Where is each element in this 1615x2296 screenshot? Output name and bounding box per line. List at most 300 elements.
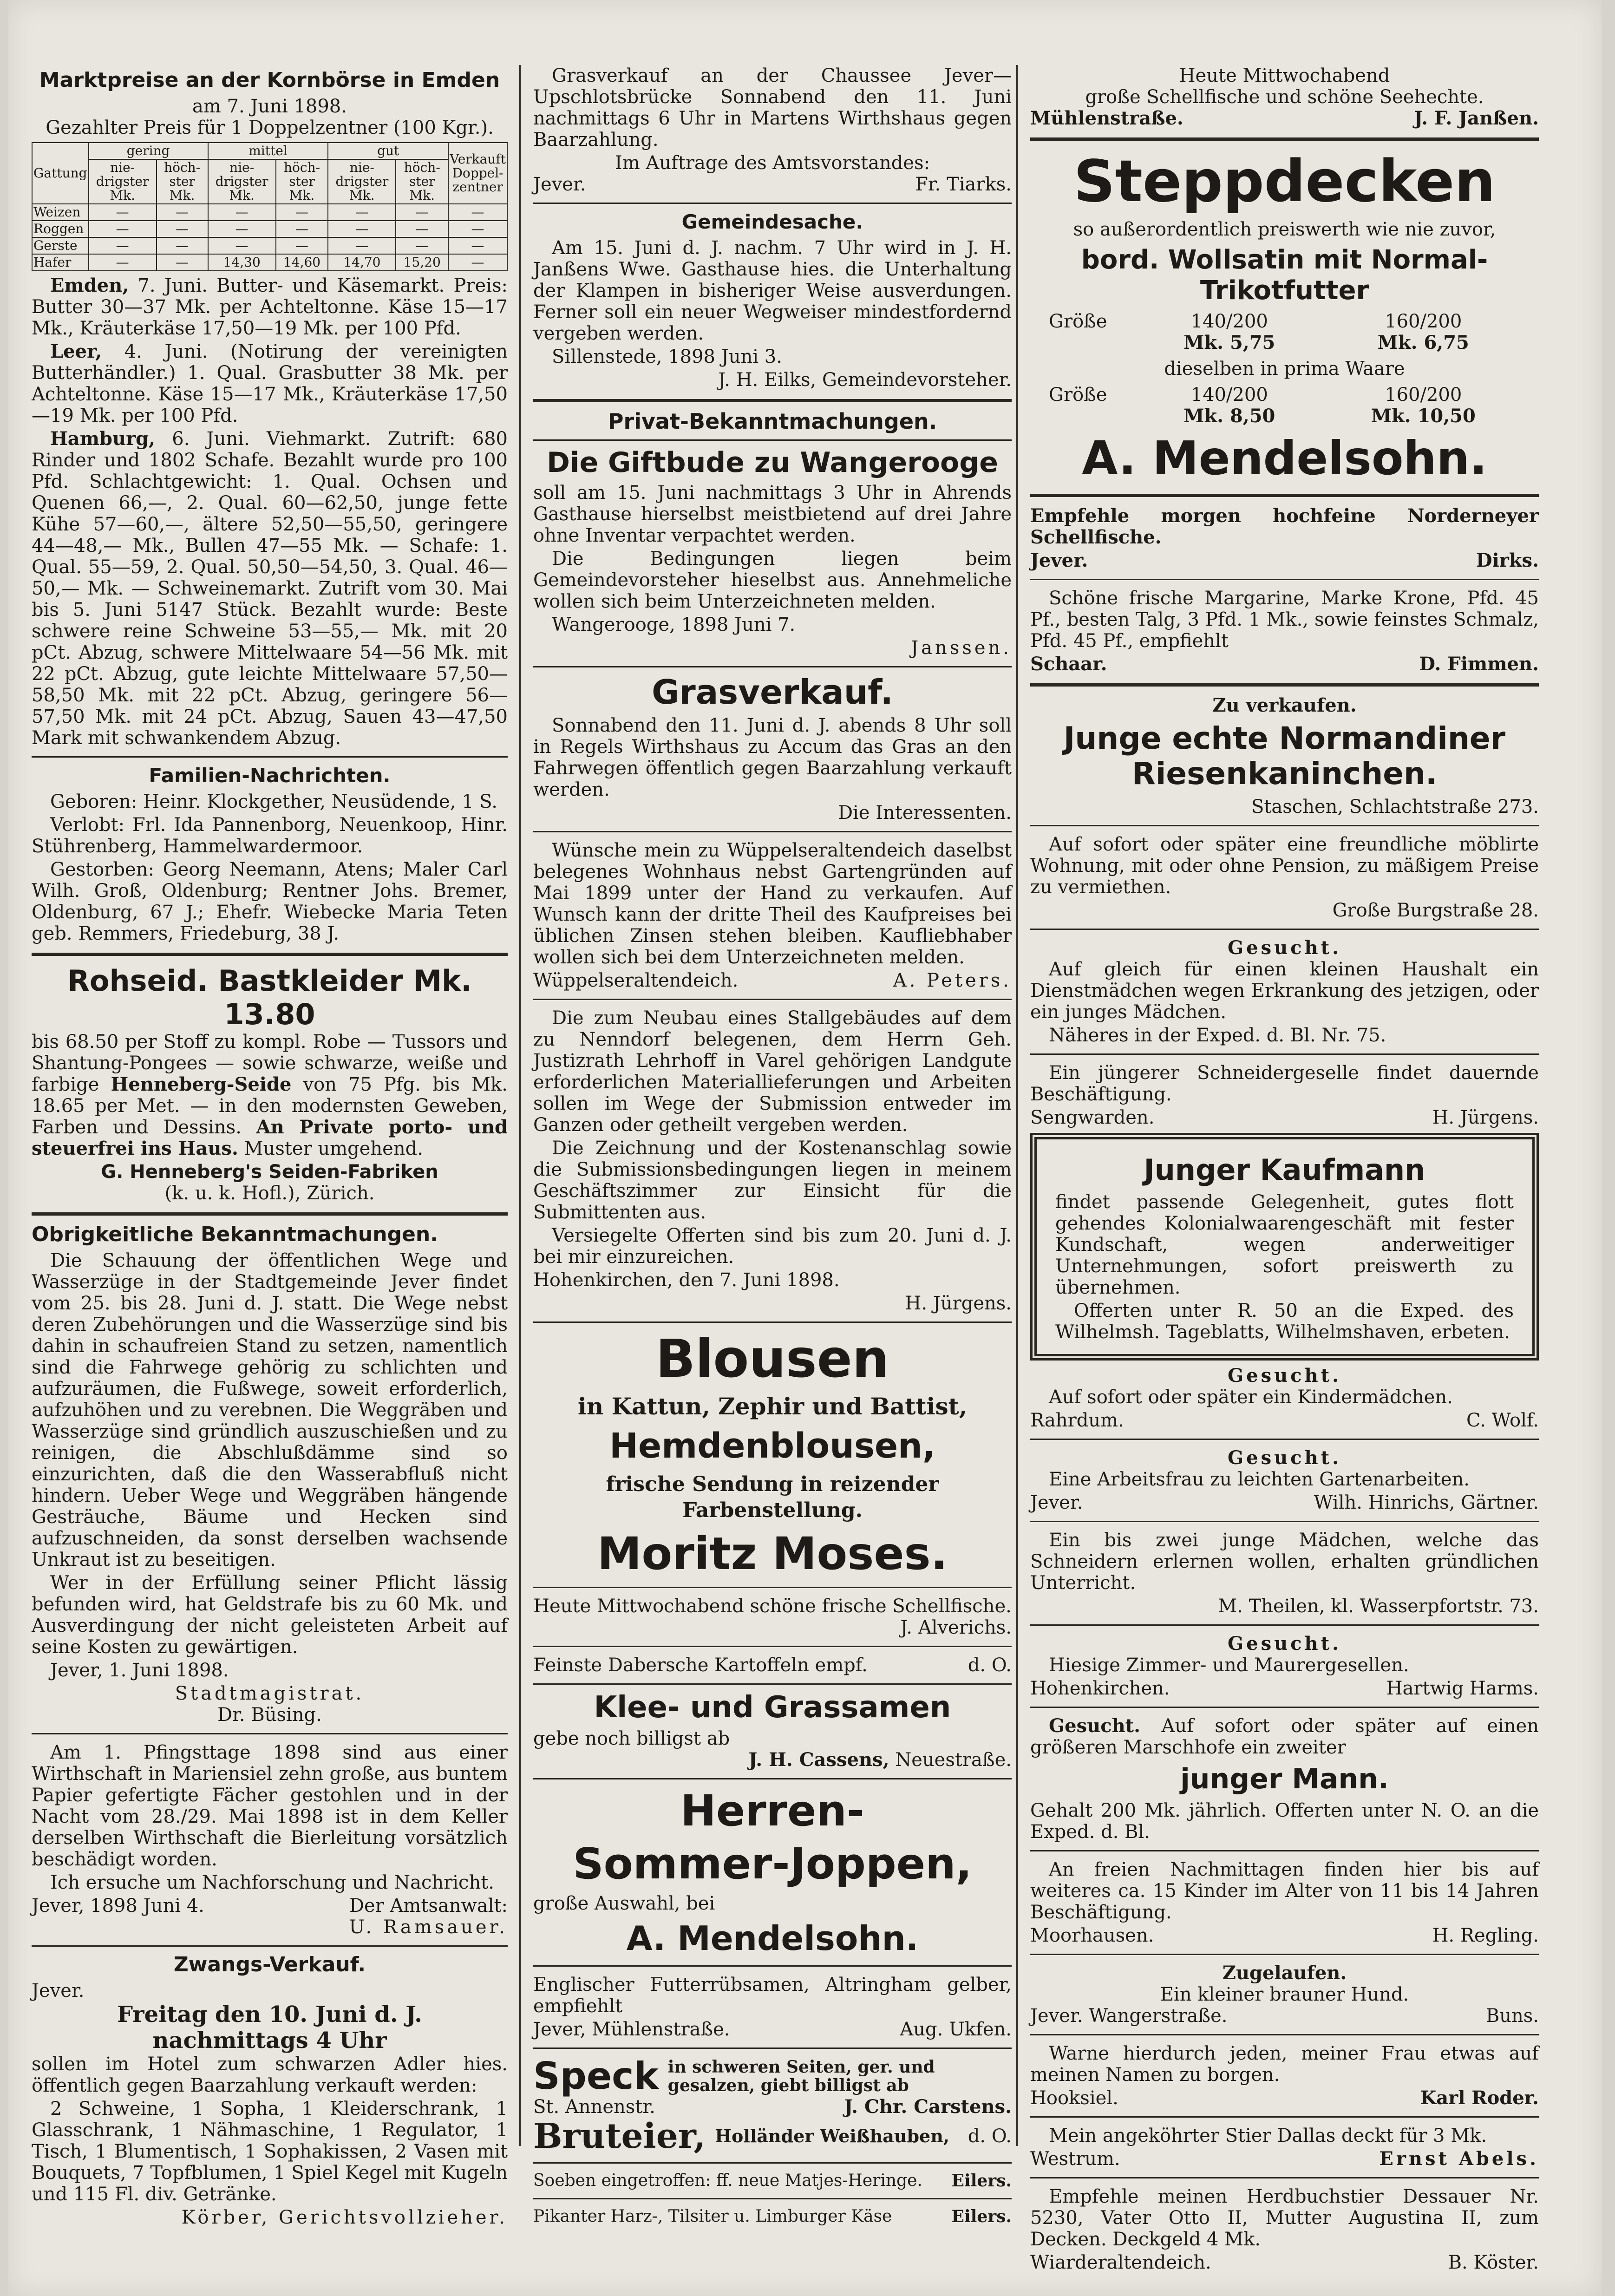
roder-place: Hooksiel. [1030, 2087, 1118, 2109]
divider [1030, 1053, 1539, 1055]
report-place: Hamburg, [50, 428, 156, 450]
divider [533, 2047, 1012, 2049]
price-table-subheader: nie- drigster Mk. [328, 159, 396, 204]
official-para: Die Schauung der öffentlichen Wege und Wasserzüge in der Stadtgemeinde Jever findet vom 25. bis 28. Juni d. J. statt. Die Wege nebst deren Zubehörungen und die Wasserzüge sind bis dahin in schaufreien Stand zu setzen, namentlich sind die Fahrwege gehörig zu schlichten und aufzuräumen, die Fußwege, soweit erforderlich, aufzuhöhen und zu verebnen. Die Weggräben und Wasserzüge sind gründlich auszuschießen und zu reinigen, die Abschlußdämme sind so einzurichten, daß die den Wasserabfluß nicht hindern. Ueber Wege und Weggräben hängende Gesträuche, Bäume und Hecken sind aufzuschneiden, da sonst derselben wachsende Unkraut ist zu beseitigen. [32, 1250, 508, 1570]
price-table [32, 142, 508, 271]
grass2-sign: Die Interessenten. [837, 802, 1012, 824]
blousen-title: Blousen [655, 1328, 889, 1389]
official-sign: Dr. Büsing. [217, 1704, 322, 1726]
divider [1030, 137, 1539, 141]
eilers-herring-ad [533, 2171, 1012, 2191]
divider [1030, 2034, 1539, 2035]
divider [533, 2198, 1012, 2199]
masons-ad [1030, 1633, 1539, 1699]
divider [533, 666, 1012, 667]
theft-date: Jever, 1898 Juni 4. [32, 1895, 204, 1917]
column-divider [519, 65, 521, 2146]
auction-para: sollen im Hotel zum schwarzen Adler hies. öffentlich gegen Baarzahlung verkauft werden: [32, 2054, 508, 2096]
grass1-note: Im Auftrage des Amtsvorstandes: [615, 152, 930, 174]
market-report [32, 275, 508, 339]
kids-work-ad [1030, 1859, 1539, 1946]
kids-footer [1030, 1925, 1539, 1946]
auction-notice [32, 1954, 508, 2228]
silk-muster: Muster umgehend. [244, 1138, 423, 1159]
theft-office: Der Amtsanwalt: [349, 1895, 508, 1917]
divider [533, 999, 1012, 1000]
auction-items: 2 Schweine, 1 Sopha, 1 Kleiderschrank, 1 Glasschrank, 1 Nähmaschine, 1 Regulator, 1 Tisch, 1 Blumentisch, 1 Sophakissen, 2 Vasen mit Bouquets, 7 Topfblumen, 1 Spiel Kegel mit Kugeln und 115 Fl. div. Getränke. [32, 2098, 508, 2205]
house-sale-notice [533, 840, 1012, 991]
divider [533, 2162, 1012, 2164]
silk-ad [32, 964, 508, 1204]
table-cell: — [396, 221, 448, 237]
stier-sign: Ernst Abels. [1379, 2148, 1539, 2170]
divider [1030, 1521, 1539, 1522]
stepp-sub: bord. Wollsatin mit Normal-Trikotfutter [1081, 245, 1488, 306]
nanny-place: Rahrdum. [1030, 1410, 1124, 1431]
theft-para: Am 1. Pfingsttage 1898 sind aus einer Wirthschaft in Mariensiel zehn große, aus buntem Papier gefertigte Fächer gestohlen und in der Nacht vom 28./29. Mai 1898 ist in dem Keller derselben Wirthschaft die Bierleitung vorsätzlich beschädigt worden. [32, 1742, 508, 1870]
kartoffeln-text: Feinste Dabersche Kartoffeln empf. [533, 1654, 868, 1676]
blousen-line2: Hemdenblousen, [609, 1426, 935, 1466]
stepp-price: Mk. 8,50 [1183, 405, 1275, 427]
eilers1-text: Soeben eingetroffen: ff. neue Matjes-Heringe. [533, 2171, 922, 2190]
eilers1-sign: Eilers. [951, 2171, 1012, 2191]
tailor-sign: H. Jürgens. [1432, 1107, 1539, 1128]
stepp-size: 160/200 [1385, 311, 1462, 332]
stall-para: Die zum Neubau eines Stallgebäudes auf dem zu Nenndorf belegenen, dem Herrn Geh. Justizrath Lehrhoff in Varel gehörigen Landgute erforderlichen Materiallieferungen und Arbeiten sollen im Wege der Submission entweder im Ganzen oder getheilt vergeben werden. [533, 1007, 1012, 1136]
kaufmann-offers: Offerten unter R. 50 an die Exped. des Wilhelmsh. Tageblatts, Wilhelmshaven, erbeten. [1055, 1300, 1514, 1343]
roder-para: Warne hierdurch jeden, meiner Frau etwas auf meinen Namen zu borgen. [1030, 2043, 1539, 2086]
column-divider [1016, 65, 1018, 2146]
stall-sign: H. Jürgens. [905, 1292, 1012, 1314]
eilers-cheese-ad [533, 2207, 1012, 2226]
divider [533, 439, 1012, 441]
kids-place: Moorhausen. [1030, 1925, 1154, 1946]
family-news [32, 765, 508, 944]
theft-notice [32, 1742, 508, 1938]
column-right [1030, 65, 1539, 2273]
masons-footer [1030, 1678, 1539, 1699]
divider [533, 1646, 1012, 1647]
blousen-firm: Moritz Moses. [597, 1527, 948, 1580]
divider [533, 203, 1012, 204]
table-cell: Hafer [32, 254, 89, 271]
garden-ad [1030, 1447, 1539, 1513]
kids-sign: H. Regling. [1432, 1925, 1539, 1946]
market-report [32, 428, 508, 749]
gemeinde-notice [533, 211, 1012, 391]
divider [533, 831, 1012, 832]
klee-street: Neuestraße. [895, 1749, 1012, 1771]
table-row [32, 221, 507, 237]
stepp-size-label: Größe [1049, 384, 1107, 406]
grass1-footer [533, 174, 1012, 195]
klee-title: Klee- und Grassamen [594, 1690, 951, 1725]
price-table-group-header: gering [89, 143, 208, 159]
youngman-lead: Gesucht. [1049, 1715, 1141, 1737]
divider [533, 1321, 1012, 1323]
official-notice [32, 1224, 508, 1726]
price-table-subheader: höch- ster Mk. [396, 159, 448, 204]
dirks-ad [1030, 505, 1539, 571]
peters-para: Wünsche mein zu Wüppelseraltendeich daselbst belegenes Wohnhaus nebst Gartengründen auf Mai 1899 unter der Hand zu verkaufen. Auf Wunsch kann der dritte Theil des Kaufpreises bei üblichen Zinsen stehen bleiben. Kaufliebhaber wollen sich bei dem Unterzeichneten melden. [533, 839, 1012, 968]
joppen-firm: A. Mendelsohn. [626, 1918, 919, 1958]
grass2-para: Sonnabend den 11. Juni d. J. abends 8 Uhr soll in Regels Wirthshaus zu Accum das Gras an den Fahrwegen öffentlich gegen Baarzahlung verkauft werden. [533, 714, 1012, 800]
youngman-text: Auf sofort oder später auf einen größeren Marschhofe ein zweiter [1030, 1715, 1539, 1758]
gemeinde-date: Sillenstede, 1898 Juni 3. [552, 346, 782, 367]
stepp-size: 160/200 [1385, 384, 1462, 406]
auction-time: nachmittags 4 Uhr [152, 2028, 387, 2054]
peters-place: Wüppelseraltendeich. [533, 969, 739, 991]
stepp-price: Mk. 5,75 [1183, 332, 1275, 353]
kartoffeln-sign: d. O. [968, 1654, 1012, 1676]
dog-found-ad [1030, 1962, 1539, 2027]
tailoring-lessons-ad [1030, 1530, 1539, 1617]
dirks-place: Jever. [1030, 549, 1088, 571]
giftbude-notice [533, 448, 1012, 659]
column-middle [533, 65, 1012, 2226]
nanny-sign: C. Wolf. [1466, 1410, 1539, 1431]
janssen-street: Mühlenstraße. [1030, 107, 1183, 129]
silk-tagline: An Private porto- und steuerfrei ins Haus. [32, 1116, 508, 1159]
fimmen-text: Schöne frische Margarine, Marke Krone, Pfd. 45 Pf., besten Talg, 3 Pfd. 1 Mk., sowie feinstes Schmalz, Pfd. 45 Pf., empfiehlt [1030, 588, 1539, 652]
stepp-title: Steppdecken [1073, 148, 1496, 215]
gemeinde-sign: J. H. Eilks, Gemeindevorsteher. [718, 369, 1012, 391]
price-table-group-header: gut [328, 143, 448, 159]
auction-title: Zwangs-Verkauf. [173, 1953, 366, 1976]
roder-footer [1030, 2087, 1539, 2109]
stepp-price-grid [1049, 311, 1520, 353]
roder-warning [1030, 2043, 1539, 2109]
stepp-size: 140/200 [1190, 384, 1268, 406]
koster-ad [1030, 2186, 1539, 2273]
masons-para: Hiesige Zimmer- und Maurergesellen. [1049, 1655, 1409, 1676]
table-row [32, 254, 507, 271]
garden-sign: Wilh. Hinrichs, Gärtner. [1314, 1492, 1539, 1513]
giftbude-sign: Janssen. [911, 637, 1012, 659]
rabbits-label: Zu verkaufen. [1212, 694, 1357, 716]
table-cell: 14,60 [276, 254, 328, 271]
market-prices-notice [32, 70, 508, 749]
price-table-subheader: höch- ster Mk. [276, 159, 328, 204]
fimmen-ad [1030, 588, 1539, 675]
official-para: Wer in der Erfüllung seiner Pflicht lässig befunden wird, hat Geldstrafe bis zu 60 Mk. und Ausverdingung der nicht geleisteten Arbeit auf seine Kosten zu gewärtigen. [32, 1572, 508, 1658]
tailor-place: Sengwarden. [1030, 1107, 1155, 1128]
table-cell: 15,20 [396, 254, 448, 271]
table-cell: 14,30 [208, 254, 276, 271]
divider [1030, 494, 1539, 497]
stepp-price-grid [1049, 384, 1520, 427]
tailoring-para: Ein bis zwei junge Mädchen, welche das Schneidern erlernen wollen, erhalten gründlichen Unterricht. [1030, 1530, 1539, 1594]
stier-ad [1030, 2125, 1539, 2170]
table-cell: — [157, 254, 208, 271]
theft-sign: U. Ramsauer. [349, 1917, 508, 1938]
kaufmann-ad-frame [1030, 1133, 1539, 1361]
dog-sign: Buns. [1485, 2005, 1539, 2027]
divider [1030, 1439, 1539, 1440]
peters-sign: A. Peters. [893, 969, 1012, 991]
table-cell: Gerste [32, 237, 89, 254]
price-table-header-sale: Verkauft Doppel- zentner [448, 143, 507, 204]
table-cell: — [448, 221, 507, 237]
stepp-price: Mk. 10,50 [1371, 405, 1476, 427]
garden-para: Eine Arbeitsfrau zu leichten Gartenarbeiten. [1049, 1469, 1470, 1490]
klee-footer [533, 1749, 1012, 1771]
silk-text [32, 1031, 508, 1159]
price-table-header-gattung: Gattung [32, 143, 89, 204]
rabbits-sign: Staschen, Schlachtstraße 273. [1251, 796, 1539, 818]
divider [533, 1683, 1012, 1685]
report-text: 7. Juni. Butter- und Käsemarkt. Preis: Butter 30—37 Mk. per Achteltonne. Käse 15—17 Mk., Kräuterkäse 17,50—19 Mk. per 100 Pfd. [32, 275, 508, 339]
bruteier-text: Holländer Weißhauben, [715, 2125, 950, 2146]
janssen-line1: Heute Mittwochabend [1179, 65, 1390, 86]
market-report [32, 341, 508, 426]
grass1-place: Jever. [533, 174, 586, 195]
divider [32, 1945, 508, 1947]
nanny-ad [1030, 1365, 1539, 1431]
divider [1030, 1850, 1539, 1851]
garden-place: Jever. [1030, 1492, 1083, 1513]
official-office: Stadtmagistrat. [175, 1683, 365, 1704]
grass2-title: Grasverkauf. [652, 673, 893, 712]
speck-sign: J. Chr. Carstens. [844, 2095, 1012, 2118]
divider [1030, 579, 1539, 580]
auction-when: Freitag den 10. Juni d. J. [117, 2002, 422, 2028]
stepp-prima: dieselben in prima Waare [1164, 358, 1405, 379]
maid1-label: Gesucht. [1227, 937, 1342, 959]
gemeinde-para: Am 15. Juni d. J. nachm. 7 Uhr wird in J. H. Janßens Wwe. Gasthause hies. die Unterhaltung der Klampen in bisheriger Weise ausverdungen. Ferner soll ein neuer Wegweiser mindestfordernd vergeben werden. [533, 237, 1012, 344]
bruteier-row [533, 2118, 1012, 2155]
table-row [32, 204, 507, 221]
silk-text-a: bis 68.50 per Stoff zu kompl. Robe — Tussors und Shantung-Pongees — sowie schwarze, weiße und farbige [32, 1031, 508, 1095]
nanny-label: Gesucht. [1227, 1365, 1342, 1387]
koster-footer [1030, 2252, 1539, 2273]
rabbits-ad [1030, 695, 1539, 818]
silk-firm-sub: (k. u. k. Hofl.), Zürich. [164, 1183, 375, 1204]
kids-para: An freien Nachmittagen finden hier bis auf weiteres ca. 15 Kinder im Alter von 11 bis 14 Jahren Beschäftigung. [1030, 1859, 1539, 1923]
ukfen-footer [533, 2019, 1012, 2040]
ukfen-ad [533, 1974, 1012, 2040]
tailor-footer [1030, 1107, 1539, 1128]
table-cell: Weizen [32, 204, 89, 221]
speck-word: Speck [533, 2054, 659, 2098]
masons-place: Hohenkirchen. [1030, 1678, 1170, 1699]
table-cell: — [328, 237, 396, 254]
table-cell: — [157, 221, 208, 237]
garden-footer [1030, 1492, 1539, 1513]
family-entry: Geboren: Heinr. Klockgether, Neusüdende, 1 S. [50, 791, 497, 812]
market-subtitle: Gezahlter Preis für 1 Doppelzentner (100 Kgr.). [46, 117, 494, 138]
dirks-footer [1030, 550, 1539, 571]
tailor-ad [1030, 1062, 1539, 1128]
janssen-footer [1030, 108, 1539, 129]
ukfen-sign: Aug. Ukfen. [900, 2018, 1012, 2040]
joppen-title1: Herren- [680, 1786, 865, 1836]
youngman-title: junger Mann. [1180, 1763, 1389, 1795]
stall-date: Hohenkirchen, den 7. Juni 1898. [533, 1269, 840, 1291]
stall-para: Versiegelte Offerten sind bis zum 20. Juni d. J. bei mir einzureichen. [533, 1224, 1012, 1268]
private-notices-title: Privat-Bekanntmachungen. [608, 409, 937, 434]
janssen-sign: J. F. Janßen. [1414, 107, 1539, 129]
divider [533, 399, 1012, 402]
fimmen-footer [1030, 654, 1539, 675]
price-table-subheader: nie- drigster Mk. [89, 159, 157, 204]
dog-label: Zugelaufen. [1222, 1962, 1347, 1984]
janssen-line2: große Schellfische und schöne Seehechte. [1085, 86, 1484, 108]
speck-row [533, 2056, 1012, 2096]
divider [533, 1587, 1012, 1588]
kartoffeln-ad [533, 1655, 1012, 1676]
newspaper-page [8, 0, 1602, 2296]
speck-ad [533, 2056, 1012, 2155]
koster-sign: B. Köster. [1448, 2252, 1539, 2273]
official-date: Jever, 1. Juni 1898. [50, 1660, 229, 1681]
silk-brand: Henneberg-Seide [111, 1073, 292, 1095]
report-text: 4. Juni. (Notirung der vereinigten Butterhändler.) 1. Qual. Grasbutter 38 Mk. per Achteltonne. Käse 15—17 Mk., Kräuterkäse 17,50—19 Mk. per 100 Pfd. [32, 341, 508, 426]
grass1-para: Grasverkauf an der Chaussee Jever—Upschlotsbrücke Sonnabend den 11. Juni nachmittags 6 Uhr in Martens Wirthshaus gegen Baarzahlung. [533, 65, 1012, 150]
gemeinde-title: Gemeindesache. [681, 210, 863, 233]
roder-sign: Karl Roder. [1420, 2087, 1539, 2109]
stier-place: Westrum. [1030, 2148, 1120, 2170]
stable-submission-notice [533, 1007, 1012, 1314]
table-cell: — [208, 204, 276, 221]
table-cell: — [328, 221, 396, 237]
maid1-para: Auf gleich für einen kleinen Haushalt ein Dienstmädchen wegen Erkrankung des jetzigen, oder ein junges Mädchen. [1030, 959, 1539, 1023]
table-cell: — [448, 237, 507, 254]
table-cell: — [157, 204, 208, 221]
table-cell: — [208, 237, 276, 254]
table-cell: Roggen [32, 221, 89, 237]
dog-footer [1030, 2005, 1539, 2027]
divider [32, 953, 508, 956]
silk-firm: G. Henneberg's Seiden-Fabriken [101, 1161, 438, 1183]
steppdecken-ad [1030, 149, 1539, 485]
eilers2-text: Pikanter Harz-, Tilsiter u. Limburger Käse [533, 2206, 892, 2226]
table-cell: — [448, 204, 507, 221]
price-table-group-header: mittel [208, 143, 328, 159]
table-cell: — [89, 204, 157, 221]
table-cell: — [89, 237, 157, 254]
divider [1030, 1954, 1539, 1955]
alverichs-sign: J. Alverichs. [900, 1616, 1012, 1638]
price-table-subheader: nie- drigster Mk. [208, 159, 276, 204]
speck-footer [533, 2096, 1012, 2118]
report-text: 6. Juni. Viehmarkt. Zutrift: 680 Rinder und 1802 Schafe. Bezahlt wurde pro 100 Pfd. Schlachtgewicht: 1. Qual. Ochsen und Quenen 66,—, 2. Qual. 60—62,50, junge fette Kühe 57—60,—, ältere 52,50—55,50, geringere 44—48,— Mk., Bullen 47—55 Mk. — Schafe: 1. Qual. 55—59, 2. Qual. 50,50—54,50, 3. Qual. 46—50,— Mk. — Schweinemarkt. Zutrift vom 30. Mai bis 5. Juni 5147 Stück. Bezahlt wurde: Beste schwere reine Schweine 53—55,— Mk. mit 20 pCt. Abzug, schwere Mittelwaare 54—56 Mk. mit 22 pCt. Abzug, gute leichte Mittelwaare 57,50—58,50 Mk. mit 22 pCt. Abzug, geringere 56—57,50 Mk. mit 24 pCt. Abzug, Sauen 43—47,50 Mark mit schwankendem Abzug. [32, 428, 508, 749]
garden-label: Gesucht. [1227, 1447, 1342, 1469]
fimmen-place: Schaar. [1030, 653, 1107, 675]
maid1-ref: Näheres in der Exped. d. Bl. Nr. 75. [1049, 1025, 1386, 1046]
family-entry: Gestorben: Georg Neemann, Atens; Maler Carl Wilh. Groß, Oldenburg; Rentner Johs. Bremer, Oldenburg, 67 J.; Ehefr. Wiebecke Maria Teten geb. Remmers, Friedeburg, 38 J. [32, 859, 508, 944]
table-cell: — [208, 221, 276, 237]
peters-footer [533, 970, 1012, 991]
auction-place: Jever. [32, 1980, 85, 2002]
divider [1030, 1624, 1539, 1626]
theft-footer [32, 1895, 508, 1917]
table-cell: — [276, 221, 328, 237]
giftbude-date: Wangerooge, 1898 Juni 7. [552, 614, 796, 635]
room-para: Auf sofort oder später eine freundliche möblirte Wohnung, mit oder ohne Pension, zu mäßigem Preise zu vermiethen. [1030, 834, 1539, 898]
price-table-subheader: höch- ster Mk. [157, 159, 208, 204]
divider [32, 1212, 508, 1216]
room-ad [1030, 834, 1539, 921]
klee-sign: J. H. Cassens, [748, 1748, 889, 1771]
klee-text: gebe noch billigst ab [533, 1727, 730, 1749]
stier-footer [1030, 2148, 1539, 2170]
table-cell: — [396, 204, 448, 221]
kaufmann-para: findet passende Gelegenheit, gutes flott gehendes Kolonialwaarengeschäft mit fester Kundschaft, wegen anderweitiger Unternehmungen, sofort preiswerth zu übernehmen. [1055, 1191, 1514, 1298]
divider [1030, 1707, 1539, 1708]
koster-place: Wiarderaltendeich. [1030, 2252, 1211, 2273]
eilers2-sign: Eilers. [951, 2206, 1012, 2226]
divider [1030, 929, 1539, 930]
grass1-sign: Fr. Tiarks. [915, 174, 1012, 195]
giftbude-title: Die Giftbude zu Wangerooge [547, 446, 998, 479]
table-cell: — [89, 254, 157, 271]
blousen-ad [533, 1330, 1012, 1579]
nanny-footer [1030, 1410, 1539, 1431]
bruteier-word: Bruteier, [533, 2116, 706, 2156]
fimmen-sign: D. Fimmen. [1419, 653, 1539, 675]
giftbude-para: soll am 15. Juni nachmittags 3 Uhr in Ahrends Gasthause hierselbst meistbietend auf drei Jahre ohne Inventar verpachtet werden. [533, 482, 1012, 546]
speck-place: St. Annenstr. [533, 2096, 655, 2118]
official-title: Obrigkeitliche Bekanntmachungen. [32, 1223, 438, 1246]
divider [32, 1733, 508, 1734]
stepp-price: Mk. 6,75 [1377, 332, 1469, 353]
grass-sale-accum [533, 675, 1012, 824]
youngman-para2: Gehalt 200 Mk. jährlich. Offerten unter N. O. an die Exped. d. Bl. [1030, 1800, 1539, 1843]
divider [1030, 683, 1539, 687]
koster-para: Empfehle meinen Herdbuchstier Dessauer Nr. 5230, Vater Otto II, Mutter Augustina II, zum Decken. Deckgeld 4 Mk. [1030, 2186, 1539, 2250]
joppen-text: große Auswahl, bei [533, 1892, 715, 1914]
alverichs-ad [533, 1596, 1012, 1638]
grass-sale-chaussee [533, 65, 1012, 195]
youngman-para [1030, 1715, 1539, 1758]
klee-ad [533, 1692, 1012, 1771]
giftbude-para: Die Bedingungen liegen beim Gemeindevorsteher hieselbst aus. Annehmeliche wollen sich beim Unterzeichneten melden. [533, 548, 1012, 612]
market-date: am 7. Juni 1898. [192, 96, 347, 117]
table-cell: — [328, 204, 396, 221]
alverichs-text: Heute Mittwochabend schöne frische Schellfische. [533, 1595, 1012, 1617]
table-cell: — [276, 204, 328, 221]
kaufmann-title: Junger Kaufmann [1144, 1153, 1425, 1187]
auction-sign: Körber, Gerichtsvollzieher. [181, 2207, 508, 2228]
divider [1030, 2116, 1539, 2118]
stepp-size-label: Größe [1049, 311, 1107, 332]
table-cell: — [276, 237, 328, 254]
table-row [32, 237, 507, 254]
divider [1030, 825, 1539, 826]
dog-place: Jever. Wangerstraße. [1030, 2005, 1228, 2027]
ukfen-text: Englischer Futterrübsamen, Altringham gelber, empfiehlt [533, 1974, 1012, 2017]
family-entry: Verlobt: Frl. Ida Pannenborg, Neuenkoop, Hinr. Stührenberg, Hammelwardermoor. [32, 814, 508, 857]
theft-ask: Ich ersuche um Nachforschung und Nachricht. [50, 1872, 494, 1893]
janssen-ad [1030, 65, 1539, 129]
report-place: Emden, [50, 275, 129, 296]
bruteier-sign: d. O. [968, 2125, 1012, 2147]
report-place: Leer, [50, 340, 102, 362]
young-man-ad [1030, 1715, 1539, 1843]
table-cell: — [448, 254, 507, 271]
ukfen-place: Jever, Mühlenstraße. [533, 2018, 730, 2040]
table-cell: — [157, 237, 208, 254]
column-left [32, 65, 508, 2228]
speck-text: in schweren Seiten, ger. und gesalzen, giebt billigst ab [667, 2057, 935, 2095]
market-title: Marktpreise an der Kornbörse in Emden [39, 68, 500, 92]
divider [32, 756, 508, 758]
joppen-title2: Sommer-Joppen, [573, 1838, 972, 1889]
stall-para: Die Zeichnung und der Kostenanschlag sowie die Submissionsbedingungen liegen in meinem Geschäftszimmer zur Einsicht für die Submittenten aus. [533, 1137, 1012, 1223]
table-cell: — [89, 221, 157, 237]
silk-text-b: von 75 Pfg. bis Mk. 18.65 per Met. — in den modernsten Geweben, Farben und Dessins. [32, 1074, 508, 1138]
